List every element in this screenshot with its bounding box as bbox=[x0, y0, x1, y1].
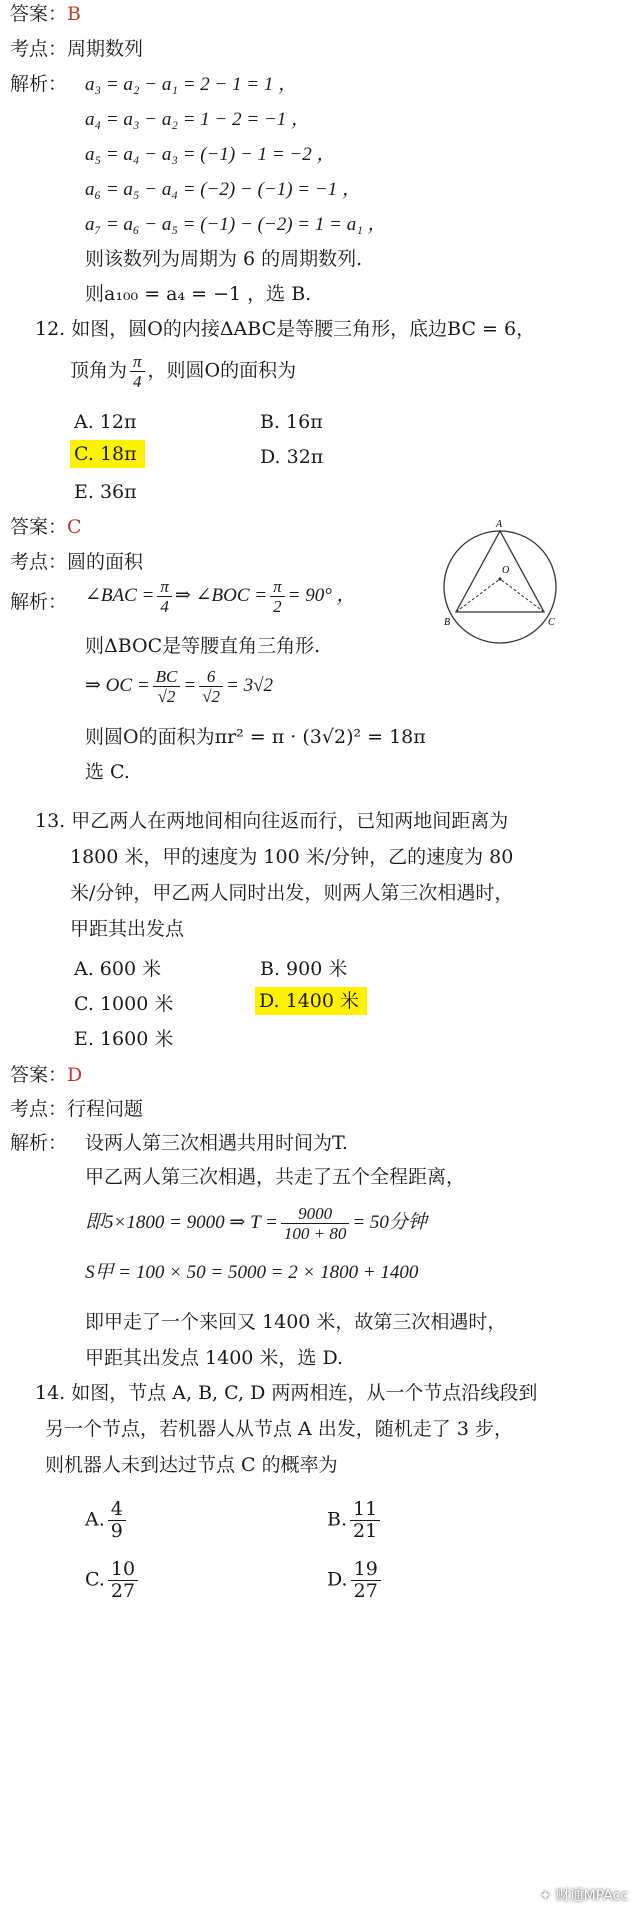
point-value: 周期数列 bbox=[67, 38, 144, 60]
q13-option-c: C. 1000 米 bbox=[74, 993, 174, 1015]
answer-label: 答案： bbox=[10, 1064, 68, 1086]
circle-triangle-figure bbox=[432, 517, 572, 657]
point-value: 行程问题 bbox=[67, 1098, 144, 1120]
answer-value: C bbox=[67, 516, 82, 538]
q12-line-3: ⇒ OC = $\frac{BC}{√2}$ = $\frac{6}{√2}$ = 3√2 bbox=[85, 667, 274, 706]
q12-angle-fraction: $\frac{\pi}{4}$ bbox=[130, 353, 145, 390]
q12-line-2: 则ΔBOC是等腰直角三角形. bbox=[85, 635, 321, 657]
point-label: 考点： bbox=[10, 551, 68, 573]
segment-oc bbox=[500, 579, 544, 612]
label-o: O bbox=[502, 565, 510, 576]
q13-answer-row bbox=[10, 1066, 82, 1085]
answer-value: D bbox=[67, 1064, 83, 1086]
q14-stem-1: 14. 如图，节点 A, B, C, D 两两相连，从一个节点沿线段到 bbox=[35, 1382, 538, 1404]
q13-option-b: B. 900 米 bbox=[260, 958, 348, 980]
q13-option-e: E. 1600 米 bbox=[74, 1028, 174, 1050]
point-label: 考点： bbox=[10, 38, 68, 60]
label-b: B bbox=[444, 617, 451, 628]
q13-stem-4: 甲距其出发点 bbox=[70, 918, 185, 940]
q14-option-a: A. $\frac{4}{9}$ bbox=[85, 1500, 129, 1541]
q14-option-b: B. $\frac{11}{21}$ bbox=[327, 1500, 383, 1541]
point-label: 考点： bbox=[10, 1098, 68, 1120]
q12-answer-row bbox=[10, 518, 82, 537]
q11-final: 则a₁₀₀ = a₄ = −1 ，选 B. bbox=[85, 283, 312, 305]
triangle-abc bbox=[456, 531, 544, 612]
q13-line-5: 即甲走了一个来回又 1400 米，故第三次相遇时， bbox=[85, 1311, 507, 1333]
q13-stem-3: 米/分钟，甲乙两人同时出发，则两人第三次相遇时， bbox=[70, 882, 514, 904]
segment-ob bbox=[456, 579, 500, 612]
q12-line-4: 则圆O的面积为πr² = π · (3√2)² = 18π bbox=[85, 726, 426, 748]
q13-option-d: D. 1400 米 bbox=[255, 992, 367, 1011]
q13-line-3: 即5×1800 = 9000 ⇒ T = $\frac{9000}{100 + 80}$ = 50分钟 bbox=[85, 1204, 427, 1243]
q11-point-row bbox=[10, 40, 143, 59]
label-a: A bbox=[496, 519, 503, 530]
q12-line-1: ∠BAC = $\frac{\pi}{4}$ ⇒ ∠BOC = $\frac{\pi}{2}$ = 90° ， bbox=[85, 577, 356, 616]
q13-stem-2: 1800 米，甲的速度为 100 米/分钟，乙的速度为 80 bbox=[70, 846, 514, 868]
q12-option-b: B. 16π bbox=[260, 411, 323, 433]
q14-option-d: D. $\frac{19}{27}$ bbox=[327, 1560, 384, 1601]
center-point bbox=[498, 577, 501, 580]
circumcircle bbox=[444, 531, 556, 643]
q13-line-2: 甲乙两人第三次相遇，共走了五个全程距离， bbox=[85, 1166, 466, 1188]
answer-label: 答案： bbox=[10, 516, 68, 538]
label-c: C bbox=[548, 617, 555, 628]
q14-option-c: C. $\frac{10}{27}$ bbox=[85, 1560, 141, 1601]
watermark: ✦ 财通MPAcc bbox=[539, 1888, 628, 1904]
wechat-icon: ✦ bbox=[539, 1888, 556, 1904]
analysis-label: 解析： bbox=[10, 1132, 68, 1154]
q14-stem-2: 另一个节点，若机器人从节点 A 出发，随机走了 3 步， bbox=[45, 1418, 513, 1440]
q12-line-5: 选 C. bbox=[85, 761, 130, 783]
q11-line-4: a₆ = a₅ − a₄ = (−2) − (−1) = −1 ， bbox=[85, 179, 361, 200]
q12-option-a: A. 12π bbox=[74, 411, 137, 433]
q13-line-6: 甲距其出发点 1400 米，选 D. bbox=[85, 1347, 344, 1369]
q12-stem-1: 12. 如图，圆O的内接ΔABC是等腰三角形，底边BC = 6， bbox=[35, 318, 536, 340]
q12-option-d: D. 32π bbox=[260, 446, 324, 468]
q11-line-3: a₅ = a₄ − a₃ = (−1) − 1 = −2 ， bbox=[85, 144, 336, 165]
q11-line-2: a₄ = a₃ − a₂ = 1 − 2 = −1 ， bbox=[85, 109, 310, 130]
q13-line-4: S甲 = 100 × 50 = 5000 = 2 × 1800 + 1400 bbox=[85, 1262, 419, 1283]
q13-option-a: A. 600 米 bbox=[74, 958, 162, 980]
q14-stem-3: 则机器人未到达过节点 C 的概率为 bbox=[45, 1454, 338, 1476]
q11-conclusion: 则该数列为周期为 6 的周期数列. bbox=[85, 248, 363, 270]
q13-line-1: 设两人第三次相遇共用时间为T. bbox=[85, 1132, 348, 1154]
q11-line-1: a₃ = a₂ − a₁ = 2 − 1 = 1 ， bbox=[85, 74, 298, 95]
analysis-label: 解析： bbox=[10, 591, 68, 613]
q11-answer-row bbox=[10, 5, 81, 24]
analysis-label: 解析： bbox=[10, 73, 68, 95]
q12-option-c: C. 18π bbox=[70, 445, 145, 464]
q12-point-row bbox=[10, 553, 143, 572]
q13-point-row bbox=[10, 1100, 143, 1119]
q12-stem-2: 顶角为 $\frac{\pi}{4}$ ，则圆O的面积为 bbox=[70, 352, 297, 391]
q13-stem-1: 13. 甲乙两人在两地间相向往返而行，已知两地间距离为 bbox=[35, 810, 509, 832]
point-value: 圆的面积 bbox=[67, 551, 144, 573]
q12-option-e: E. 36π bbox=[74, 481, 137, 503]
q11-line-5: a₇ = a₆ − a₅ = (−1) − (−2) = 1 = a₁ ， bbox=[85, 214, 387, 235]
answer-label: 答案： bbox=[10, 3, 68, 25]
answer-value: B bbox=[67, 3, 81, 25]
